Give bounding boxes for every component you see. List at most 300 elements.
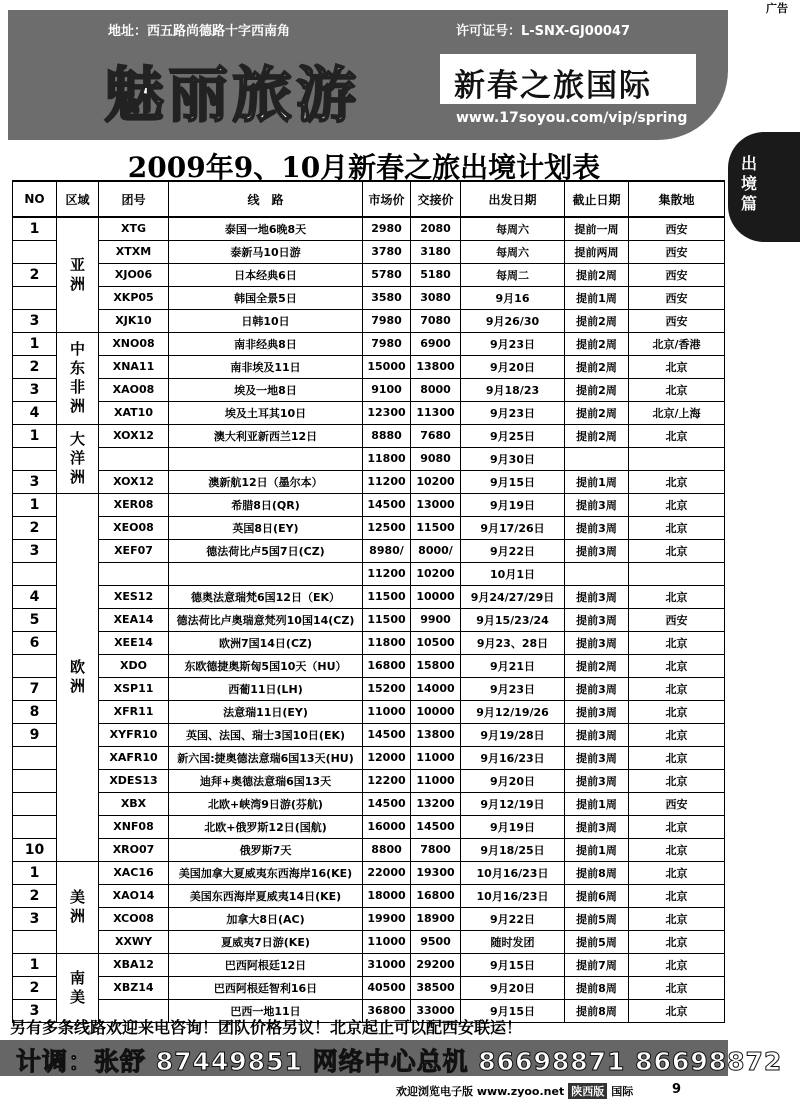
cell-code [99,562,169,585]
consultation-note: 另有多条线路欢迎来电咨询！团队价格另议！北京起止可以配西安联运！ [10,1018,523,1037]
table-row [13,861,725,884]
cell-market: 11500 [363,608,411,631]
cell-route: 北欧+俄罗斯12日(国航) [169,815,363,838]
cell-no: 3 [13,999,57,1022]
cell-net: 10200 [411,562,461,585]
table-row [13,263,725,286]
cell-deadline: 提前两周 [565,240,629,263]
cell-code: XOX12 [99,470,169,493]
cell-depart: 9月17/26日 [461,516,565,539]
cell-deadline: 提前6周 [565,884,629,907]
cell-route: 埃及土耳其10日 [169,401,363,424]
cell-net: 10200 [411,470,461,493]
cell-deadline: 提前2周 [565,355,629,378]
cell-net: 9500 [411,930,461,953]
cell-depart: 9月24/27/29日 [461,585,565,608]
cell-net: 16800 [411,884,461,907]
cell-no [13,562,57,585]
cell-deadline: 提前8周 [565,861,629,884]
cell-deadline: 提前3周 [565,769,629,792]
cell-deadline: 提前2周 [565,654,629,677]
cell-route: 俄罗斯7天 [169,838,363,861]
cell-depart: 9月12/19/26 [461,700,565,723]
route-table [12,180,725,1023]
cell-depart: 9月23日 [461,401,565,424]
cell-net: 7080 [411,309,461,332]
cell-code: XNA11 [99,355,169,378]
cell-no [13,286,57,309]
column-header: NO [13,181,57,217]
cell-market: 5780 [363,263,411,286]
region-label: 美洲 [69,888,85,925]
cell-net: 11000 [411,769,461,792]
cell-route: 希腊8日(QR) [169,493,363,516]
cell-route: 加拿大8日(AC) [169,907,363,930]
cell-depart: 9月25日 [461,424,565,447]
cell-market: 40500 [363,976,411,999]
cell-deadline: 提前3周 [565,815,629,838]
cell-market: 14500 [363,493,411,516]
region-cell [57,861,99,953]
cell-market: 36800 [363,999,411,1022]
cell-route: 日韩10日 [169,309,363,332]
cell-code: XEE14 [99,631,169,654]
cell-net: 14500 [411,815,461,838]
cell-code: XJK10 [99,309,169,332]
cell-deadline: 提前2周 [565,424,629,447]
cell-net: 2080 [411,217,461,240]
cell-market: 31000 [363,953,411,976]
cell-route: 迪拜+奥德法意瑞6国13天 [169,769,363,792]
cell-net: 13200 [411,792,461,815]
cell-code: XXWY [99,930,169,953]
table-row [13,217,725,240]
cell-market: 7980 [363,309,411,332]
cell-route: 埃及一地8日 [169,378,363,401]
cell-deadline: 提前5周 [565,930,629,953]
cell-depart: 9月19日 [461,493,565,516]
cell-hub: 北京 [629,424,725,447]
cell-no: 8 [13,700,57,723]
region-label: 中东非洲 [69,340,85,415]
cell-hub: 北京 [629,976,725,999]
cell-code: XFR11 [99,700,169,723]
cell-depart: 9月20日 [461,355,565,378]
cell-market: 12200 [363,769,411,792]
footer-text: 欢迎浏览电子版 www.zyoo.net [396,1085,565,1098]
cell-no [13,746,57,769]
cell-market: 12000 [363,746,411,769]
table-row [13,240,725,263]
cell-hub: 北京 [629,493,725,516]
cell-route: 英国8日(EY) [169,516,363,539]
cell-net: 7680 [411,424,461,447]
column-header: 截止日期 [565,181,629,217]
cell-no: 9 [13,723,57,746]
table-row [13,815,725,838]
cell-code: XSP11 [99,677,169,700]
cell-no: 1 [13,424,57,447]
cell-hub: 北京 [629,631,725,654]
cell-no: 7 [13,677,57,700]
cell-deadline: 提前2周 [565,263,629,286]
table-row [13,884,725,907]
cell-hub: 北京 [629,700,725,723]
cell-net: 18900 [411,907,461,930]
cell-market: 14500 [363,792,411,815]
side-tab [728,132,800,242]
cell-hub: 北京 [629,378,725,401]
column-header: 集散地 [629,181,725,217]
cell-hub: 西安 [629,792,725,815]
license-number: 许可证号：L-SNX-GJ00047 [456,24,631,39]
region-label: 南美 [69,968,85,1006]
cell-depart: 9月26/30 [461,309,565,332]
cell-no: 4 [13,401,57,424]
cell-hub: 北京 [629,769,725,792]
cell-depart: 9月15日 [461,953,565,976]
cell-no [13,930,57,953]
cell-code: XAFR10 [99,746,169,769]
cell-hub [629,447,725,470]
cell-deadline [565,562,629,585]
cell-route: 法意瑞11日(EY) [169,700,363,723]
table-row [13,470,725,493]
cell-route: 德奥法意瑞梵6国12日（EK） [169,585,363,608]
cell-deadline: 提前8周 [565,976,629,999]
table-row [13,631,725,654]
cell-net: 10500 [411,631,461,654]
cell-market: 19900 [363,907,411,930]
cell-route: 澳大利亚新西兰12日 [169,424,363,447]
page-title: 2009年9、10月新春之旅出境计划表 [127,151,601,184]
cell-market: 11200 [363,470,411,493]
cell-code: XOX12 [99,424,169,447]
cell-hub: 西安 [629,217,725,240]
cell-no [13,792,57,815]
cell-depart: 10月16/23日 [461,884,565,907]
cell-net: 9900 [411,608,461,631]
brand-logo: 魅丽旅游 [104,61,360,131]
cell-hub: 北京 [629,815,725,838]
cell-net: 10000 [411,585,461,608]
cell-net: 33000 [411,999,461,1022]
cell-code: XTXM [99,240,169,263]
table-body [13,217,725,1022]
cell-route: 泰国一地6晚8天 [169,217,363,240]
cell-hub: 北京 [629,470,725,493]
region-label: 亚洲 [69,255,85,293]
table-row [13,447,725,470]
cell-depart: 9月15/23/24 [461,608,565,631]
cell-depart: 9月20日 [461,769,565,792]
cell-hub: 北京 [629,355,725,378]
cell-market: 7980 [363,332,411,355]
region-cell [57,217,99,332]
cell-depart: 9月15日 [461,470,565,493]
cell-hub: 北京 [629,930,725,953]
cell-hub: 北京 [629,516,725,539]
cell-no: 1 [13,217,57,240]
cell-deadline: 提前3周 [565,493,629,516]
cell-route: 巴西阿根廷智利16日 [169,976,363,999]
cell-market: 2980 [363,217,411,240]
cell-depart: 9月15日 [461,999,565,1022]
table-row [13,539,725,562]
cell-code: XAO14 [99,884,169,907]
cell-code: XES12 [99,585,169,608]
cell-route: 东欧德捷奥斯匈5国10天（HU） [169,654,363,677]
cell-depart: 9月23日 [461,332,565,355]
cell-depart: 每周二 [461,263,565,286]
cell-deadline: 提前3周 [565,746,629,769]
cell-depart: 9月18/23 [461,378,565,401]
cell-depart: 9月16/23日 [461,746,565,769]
cell-route: 韩国全景5日 [169,286,363,309]
cell-hub: 北京 [629,999,725,1022]
table-row [13,286,725,309]
cell-no: 6 [13,631,57,654]
cell-net: 38500 [411,976,461,999]
cell-code: XNO08 [99,332,169,355]
cell-depart: 每周六 [461,217,565,240]
table-row [13,493,725,516]
cell-no [13,654,57,677]
cell-hub: 北京 [629,953,725,976]
cell-hub: 北京 [629,746,725,769]
cell-deadline: 提前3周 [565,516,629,539]
region-cell [57,953,99,1022]
table-row [13,378,725,401]
cell-depart: 9月20日 [461,976,565,999]
cell-code: XTG [99,217,169,240]
cell-net: 11000 [411,746,461,769]
cell-code: XRO07 [99,838,169,861]
cell-code: XEF07 [99,539,169,562]
cell-no [13,447,57,470]
cell-deadline: 提前3周 [565,631,629,654]
cell-hub: 北京/上海 [629,401,725,424]
cell-depart: 随时发团 [461,930,565,953]
cell-deadline: 提前1周 [565,792,629,815]
website-link[interactable]: www.17soyou.com/vip/spring [456,110,688,126]
cell-route: 美国东西海岸夏威夷14日(KE) [169,884,363,907]
cell-depart: 9月30日 [461,447,565,470]
cell-route: 南非埃及11日 [169,355,363,378]
cell-net: 11500 [411,516,461,539]
cell-depart: 10月1日 [461,562,565,585]
cell-market: 11000 [363,930,411,953]
cell-hub: 北京 [629,585,725,608]
cell-code: XDES13 [99,769,169,792]
cell-market: 11500 [363,585,411,608]
cell-deadline: 提前1周 [565,838,629,861]
cell-deadline: 提前2周 [565,378,629,401]
cell-no: 2 [13,976,57,999]
cell-depart: 9月19日 [461,815,565,838]
region-label: 欧洲 [69,658,85,695]
cell-code: XAC16 [99,861,169,884]
table-row [13,930,725,953]
table-row [13,953,725,976]
cell-code: XNF08 [99,815,169,838]
cell-deadline: 提前3周 [565,608,629,631]
edition-tag: 陕西版 [568,1083,607,1099]
cell-deadline: 提前3周 [565,723,629,746]
cell-hub: 北京 [629,861,725,884]
cell-market: 11800 [363,447,411,470]
cell-route: 夏威夷7日游(KE) [169,930,363,953]
cell-deadline: 提前2周 [565,332,629,355]
contact-bar [0,1040,783,1076]
column-header: 团号 [99,181,169,217]
cell-route: 澳新航12日（墨尔本） [169,470,363,493]
cell-code: XDO [99,654,169,677]
cell-code: XER08 [99,493,169,516]
contact-info: 计调：张舒 87449851 网络中心总机 86698871 86698872 [16,1047,783,1076]
cell-hub: 西安 [629,286,725,309]
cell-no [13,815,57,838]
cell-no: 3 [13,470,57,493]
table-row [13,654,725,677]
column-header: 线 路 [169,181,363,217]
cell-hub: 北京 [629,838,725,861]
cell-route: 南非经典8日 [169,332,363,355]
cell-net: 29200 [411,953,461,976]
table-header-row [13,181,725,217]
cell-depart: 10月16/23日 [461,861,565,884]
cell-no: 1 [13,493,57,516]
cell-depart: 9月21日 [461,654,565,677]
table-row [13,700,725,723]
cell-deadline: 提前7周 [565,953,629,976]
cell-no [13,240,57,263]
cell-hub: 西安 [629,263,725,286]
cell-route: 欧洲7国14日(CZ) [169,631,363,654]
cell-net: 15800 [411,654,461,677]
cell-deadline: 提前1周 [565,470,629,493]
region-label: 大洋洲 [69,430,85,486]
cell-code: XBZ14 [99,976,169,999]
table-row [13,424,725,447]
cell-route: 美国加拿大夏威夷东西海岸16(KE) [169,861,363,884]
cell-net: 8000/ [411,539,461,562]
cell-code: XEO08 [99,516,169,539]
cell-code [99,447,169,470]
cell-deadline: 提前一周 [565,217,629,240]
table-row [13,769,725,792]
column-header: 区域 [57,181,99,217]
cell-depart: 9月12/19日 [461,792,565,815]
cell-market: 16000 [363,815,411,838]
agency-address: 地址：西五路尚德路十字西南角 [108,24,291,39]
cell-net: 3080 [411,286,461,309]
cell-net: 5180 [411,263,461,286]
cell-route: 北欧+峡湾9日游(芬航) [169,792,363,815]
column-header: 市场价 [363,181,411,217]
cell-code: XEA14 [99,608,169,631]
cell-route: 德法荷比卢5国7日(CZ) [169,539,363,562]
cell-market: 3780 [363,240,411,263]
cell-hub: 西安 [629,608,725,631]
cell-market: 14500 [363,723,411,746]
table-row [13,677,725,700]
cell-market: 11200 [363,562,411,585]
cell-hub: 北京 [629,884,725,907]
cell-route: 新六国:捷奥德法意瑞6国13天(HU) [169,746,363,769]
cell-net: 19300 [411,861,461,884]
cell-hub: 北京 [629,907,725,930]
cell-hub: 北京/香港 [629,332,725,355]
cell-route: 泰新马10日游 [169,240,363,263]
cell-no: 1 [13,953,57,976]
cell-route: 英国、法国、瑞士3国10日(EK) [169,723,363,746]
region-cell [57,424,99,493]
cell-net: 13800 [411,355,461,378]
cell-market: 15000 [363,355,411,378]
table-row [13,608,725,631]
cell-deadline [565,447,629,470]
cell-code: XBX [99,792,169,815]
cell-depart: 每周六 [461,240,565,263]
cell-hub: 北京 [629,654,725,677]
footer [396,1083,633,1099]
cell-no: 3 [13,907,57,930]
cell-no: 2 [13,355,57,378]
cell-market: 18000 [363,884,411,907]
footer-section: 国际 [611,1085,634,1098]
cell-depart: 9月22日 [461,907,565,930]
cell-no: 3 [13,539,57,562]
cell-hub: 北京 [629,539,725,562]
column-header: 交接价 [411,181,461,217]
cell-net: 14000 [411,677,461,700]
table-row [13,838,725,861]
cell-net: 7800 [411,838,461,861]
cell-depart: 9月19/28日 [461,723,565,746]
region-cell [57,493,99,861]
cell-code: XKP05 [99,286,169,309]
cell-no: 3 [13,309,57,332]
cell-market: 9100 [363,378,411,401]
cell-deadline: 提前3周 [565,700,629,723]
cell-market: 12300 [363,401,411,424]
cell-deadline: 提前5周 [565,907,629,930]
cell-route: 巴西一地11日 [169,999,363,1022]
cell-deadline: 提前3周 [565,585,629,608]
cell-hub: 西安 [629,309,725,332]
cell-depart: 9月23、28日 [461,631,565,654]
cell-no: 5 [13,608,57,631]
cell-hub: 北京 [629,723,725,746]
cell-market: 8980/ [363,539,411,562]
header-banner [8,10,728,140]
cell-depart: 9月22日 [461,539,565,562]
cell-market: 11800 [363,631,411,654]
table-row [13,907,725,930]
cell-no: 4 [13,585,57,608]
cell-no: 2 [13,263,57,286]
cell-deadline: 提前2周 [565,309,629,332]
table-row [13,516,725,539]
cell-depart: 9月23日 [461,677,565,700]
region-cell [57,332,99,424]
side-tab-label: 出境篇 [740,154,757,213]
page-number: 9 [672,1082,682,1097]
table-row [13,723,725,746]
cell-market: 8880 [363,424,411,447]
cell-net: 8000 [411,378,461,401]
